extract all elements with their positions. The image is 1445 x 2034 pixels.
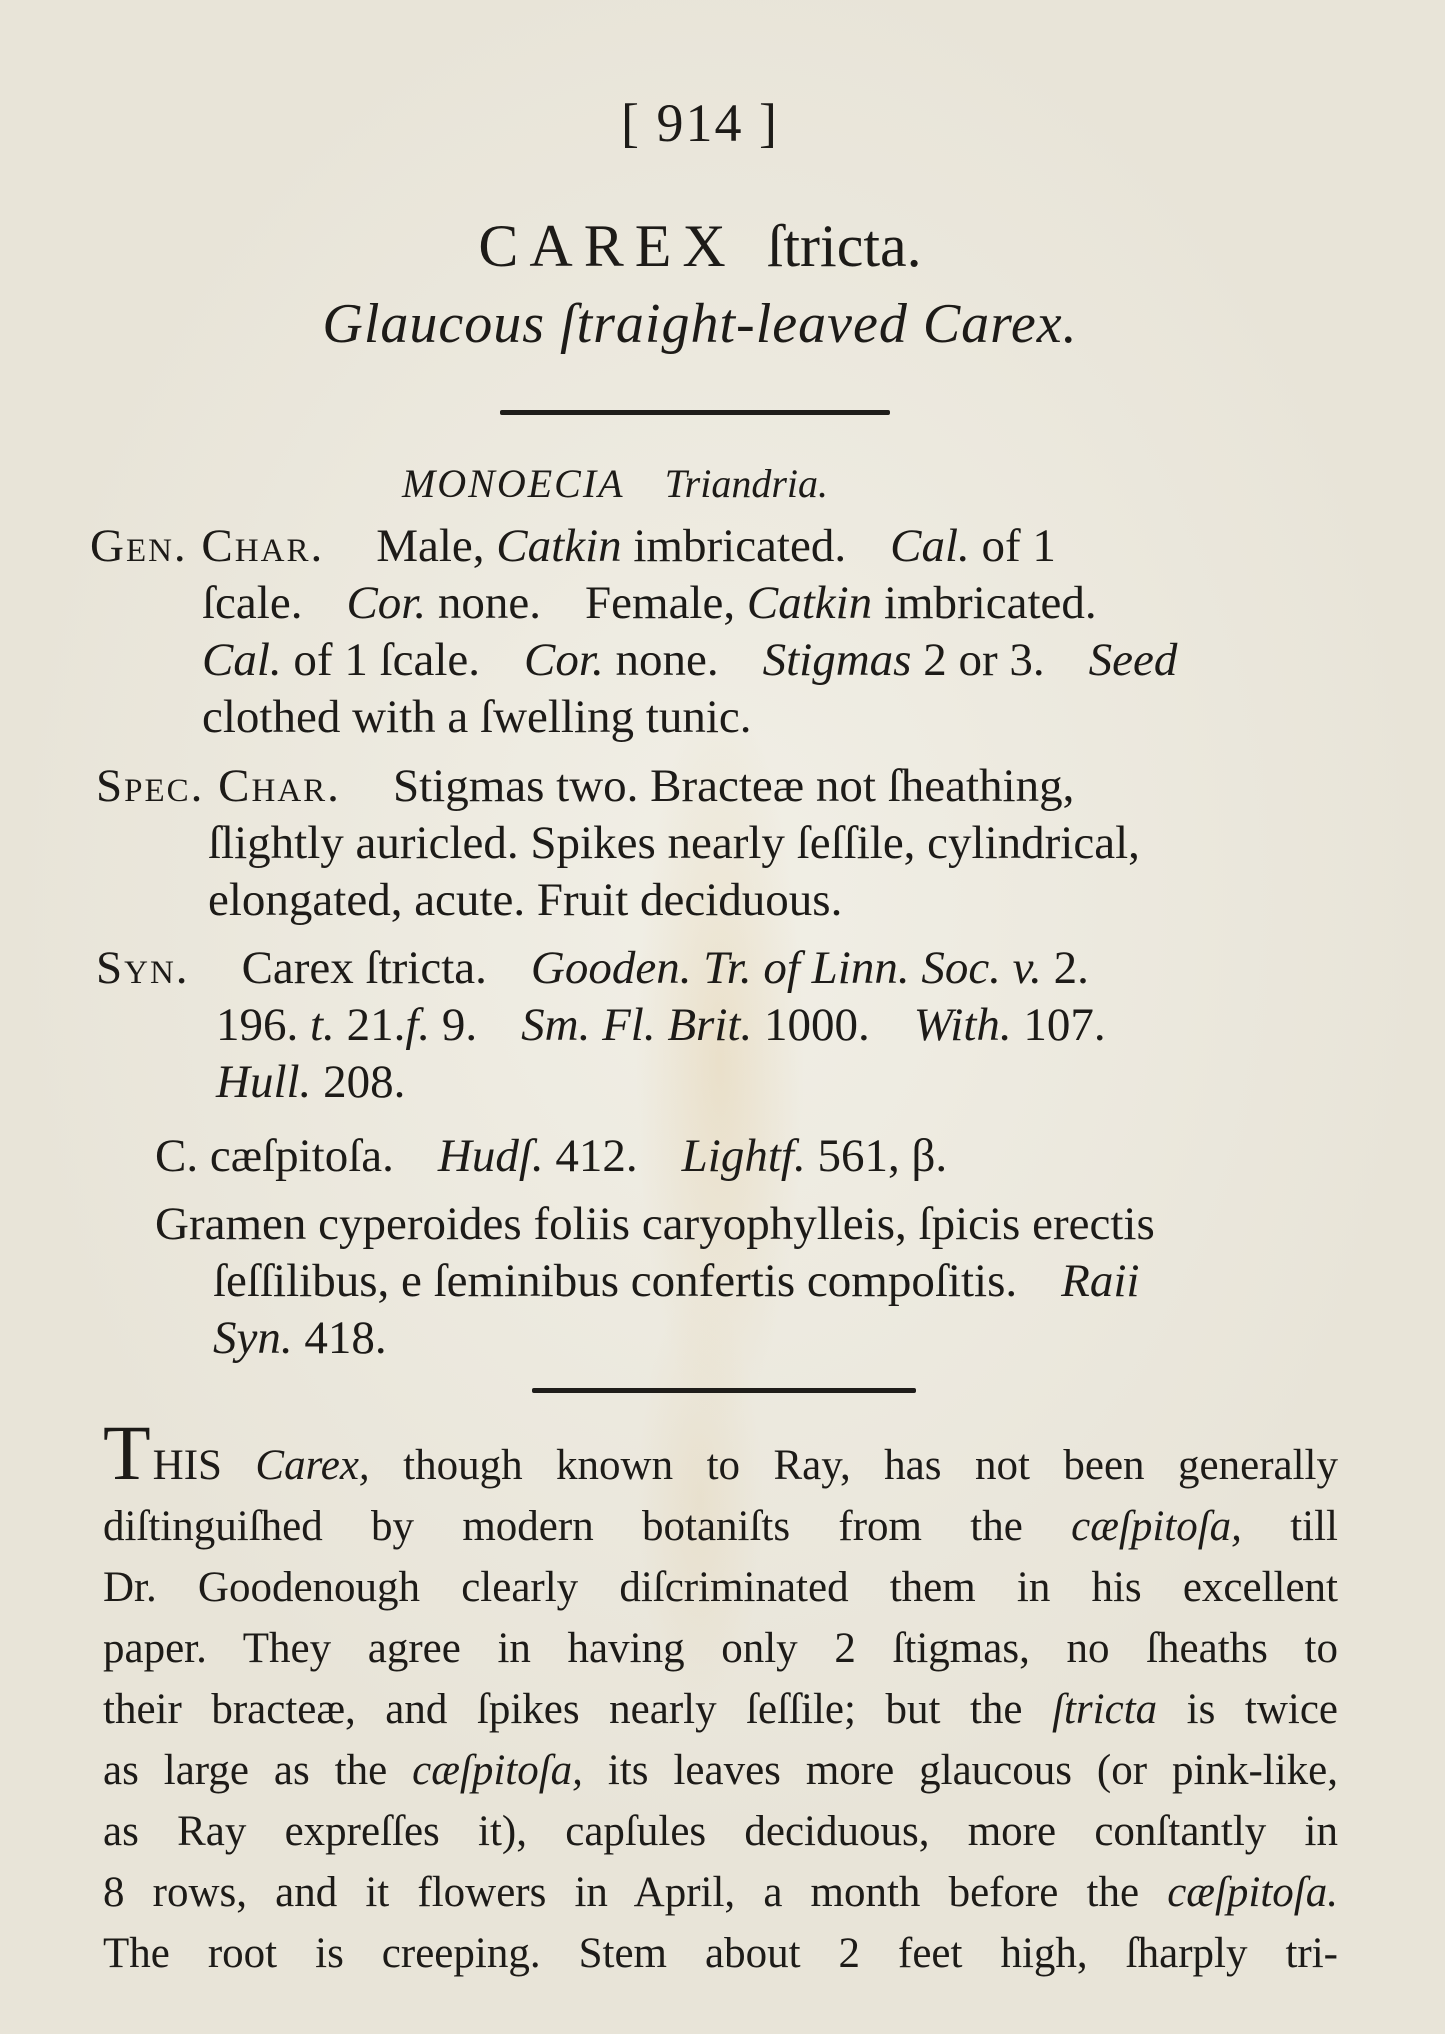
body-line-1 — [103, 1409, 1338, 1496]
syn-line-1 — [96, 940, 1346, 997]
gen-text: none. — [437, 577, 542, 629]
synonym-gramen — [155, 1196, 1355, 1367]
gen-char-line-1 — [90, 518, 1340, 575]
body-text: its leaves more glaucous (or pink-like, — [607, 1747, 1339, 1794]
gen-text: clothed with a ſwelling tunic. — [202, 691, 752, 743]
syn-text: ſeſſilibus, e ſeminibus confertis compoſitis. — [213, 1255, 1018, 1307]
body-line-9: The root is creeping. Stem about 2 feet high, ſharply tri- — [103, 1930, 1338, 1977]
body-line-2 — [103, 1496, 1338, 1557]
body-line-8 — [103, 1862, 1338, 1923]
gen-text: 2 or 3. — [923, 634, 1045, 686]
body-text-italic: cæſpitoſa. — [1167, 1869, 1338, 1916]
spec-char-line-3: elongated, acute. Fruit deciduous. — [208, 874, 843, 926]
syn-text-italic: Raii — [1061, 1255, 1140, 1307]
body-line-4: paper. They agree in having only 2 ſtigmas, no ſheaths to — [103, 1625, 1338, 1672]
body-text: till — [1290, 1503, 1339, 1550]
body-text: their bracteæ, and ſpikes nearly ſeſſile; but the — [103, 1686, 1023, 1733]
spec-char-line-1 — [96, 758, 1346, 815]
gen-text: Female, — [585, 577, 736, 629]
species-title — [0, 212, 1400, 281]
syn-text: 21. — [346, 999, 406, 1051]
gramen-line-1: Gramen cyperoides foliis caryophylleis, ſpicis erectis — [155, 1198, 1155, 1250]
gen-text: ſcale. — [202, 577, 303, 629]
syn-text: 208. — [323, 1056, 406, 1108]
caespitosa-line — [155, 1128, 1355, 1185]
body-line-6 — [103, 1740, 1338, 1801]
description-paragraph — [103, 1409, 1339, 1984]
syn-text-italic: With. — [913, 999, 1012, 1051]
syn-text-italic: Gooden. Tr. of Linn. Soc. v. — [530, 942, 1042, 994]
synonym-caespitosa — [155, 1128, 1355, 1185]
body-text-italic: cæſpitoſa, — [412, 1747, 583, 1794]
gen-text: of 1 — [981, 520, 1056, 572]
body-text: is twice — [1186, 1686, 1338, 1733]
gen-text-italic: Cor. — [524, 634, 604, 686]
spec-char-line-2: ſlightly auricled. Spikes nearly ſeſſile, cylindrical, — [208, 817, 1140, 869]
divider-rule-top — [500, 410, 890, 415]
syn-line-2 — [96, 997, 1346, 1054]
syn-text: 196. — [216, 999, 299, 1051]
drop-cap: T — [103, 1409, 151, 1496]
spec-text: Stigmas two. Bracteæ not ſheathing, — [392, 760, 1075, 812]
body-text: HIS — [152, 1442, 222, 1489]
syn-text: 412. — [555, 1130, 638, 1182]
body-text: 8 rows, and it flowers in April, a month before the — [103, 1869, 1140, 1916]
body-line-5 — [103, 1679, 1338, 1740]
page-number: [ 914 ] — [621, 93, 779, 153]
gen-char-label: Gen. Char. — [90, 520, 325, 572]
body-line-3: Dr. Goodenough clearly diſcriminated them in his excellent — [103, 1564, 1338, 1611]
body-text-italic: Carex, — [255, 1442, 370, 1489]
gen-char-line-4 — [90, 689, 1340, 746]
gen-text: imbricated. — [633, 520, 847, 572]
gen-text: none. — [615, 634, 719, 686]
genus-name: CAREX — [478, 213, 737, 279]
syn-text: 1000. — [763, 999, 870, 1051]
syn-text: C. cæſpitoſa. — [155, 1130, 394, 1182]
body-text: diſtinguiſhed by modern botaniſts from the — [103, 1503, 1023, 1550]
syn-text-italic: Hudſ. — [437, 1130, 544, 1182]
body-line-7: as Ray expreſſes it), capſules deciduous, more conſtantly in — [103, 1808, 1338, 1855]
gen-text: Male, — [376, 520, 485, 572]
syn-text: 418. — [304, 1312, 387, 1364]
syn-label: Syn. — [96, 942, 190, 994]
spec-char-label: Spec. Char. — [96, 760, 341, 812]
class-name: MONOECIA — [401, 461, 625, 506]
gen-text-italic: Cor. — [346, 577, 427, 629]
gen-text-italic: Stigmas — [762, 634, 912, 686]
common-name: Glaucous ſtraight-leaved Carex. — [322, 293, 1078, 355]
gen-text-italic: Cal. — [890, 520, 970, 572]
syn-text-italic: Lightf. — [681, 1130, 806, 1182]
gen-text-italic: Catkin — [746, 577, 873, 629]
divider-rule-bottom — [532, 1388, 916, 1393]
syn-text-italic: Syn. — [213, 1312, 293, 1364]
syn-text-italic: t. — [310, 999, 335, 1051]
syn-text: 2. — [1053, 942, 1089, 994]
syn-text: Carex ſtricta. — [241, 942, 487, 994]
syn-text-italic: f. — [405, 999, 431, 1051]
gramen-line-3 — [155, 1310, 1355, 1367]
body-text-italic: cæſpitoſa, — [1071, 1503, 1242, 1550]
syn-text-italic: Sm. Fl. Brit. — [521, 999, 753, 1051]
syn-text: 107. — [1023, 999, 1106, 1051]
gen-text-italic: Seed — [1088, 634, 1178, 686]
syn-line-3 — [96, 1054, 1346, 1111]
gen-text-italic: Catkin — [496, 520, 622, 572]
species-name: ſtricta. — [766, 213, 922, 279]
order-name: Triandria. — [664, 461, 829, 506]
body-text: though known to Ray, has not been generally — [403, 1442, 1338, 1489]
gen-char-line-3 — [90, 632, 1340, 689]
gen-text: imbricated. — [883, 577, 1097, 629]
gen-char-line-2 — [90, 575, 1340, 632]
synonyms — [96, 940, 1346, 1111]
syn-text-italic: Hull. — [216, 1056, 312, 1108]
syn-text: 561, β. — [817, 1130, 948, 1182]
generic-character — [90, 518, 1340, 746]
gen-text: of 1 ſcale. — [293, 634, 481, 686]
body-text: as large as the — [103, 1747, 388, 1794]
syn-text: 9. — [441, 999, 478, 1051]
linnaean-classification — [0, 460, 1230, 507]
body-text-italic: ſtricta — [1052, 1686, 1158, 1733]
gen-text-italic: Cal. — [202, 634, 282, 686]
specific-character — [96, 758, 1346, 929]
gramen-line-2 — [155, 1253, 1355, 1310]
